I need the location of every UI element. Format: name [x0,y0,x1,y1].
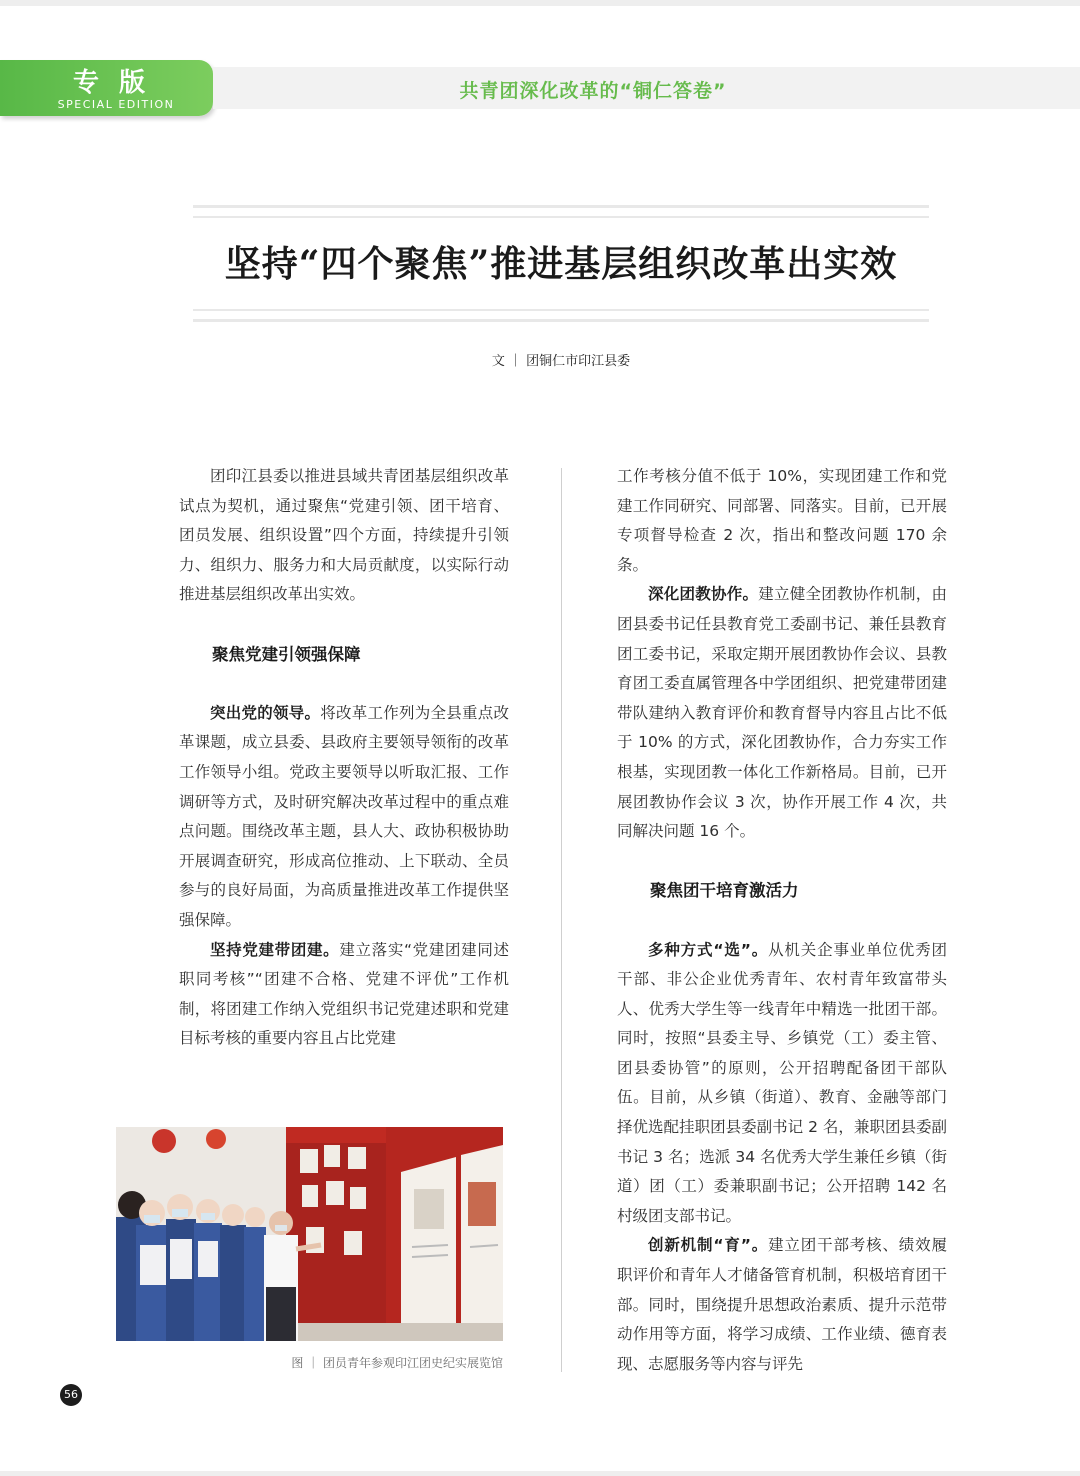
header-band [213,67,1080,109]
column-divider [561,468,562,1372]
paragraph: 工作考核分值不低于 10%，实现团建工作和党建工作同研究、同部署、同落实。目前，已开展专项督导检查 2 次，指出和整改问题 170 余条。 [617,467,947,574]
right-column [617,462,947,1379]
title-rule-top [193,205,929,218]
top-rule [0,0,1080,6]
paragraph-lead: 突出党的领导。 [210,703,321,722]
special-edition-tab [0,60,213,116]
paragraph-lead: 坚持党建带团建。 [210,940,340,959]
photo-caption: 图 ｜ 团员青年参观印江团史纪实展览馆 [291,1356,503,1370]
page-number: 56 [60,1384,82,1406]
exhibition-scene-illustration [116,1127,503,1341]
byline: 文 ｜ 团铜仁市印江县委 [491,354,631,369]
title-rule-bottom [193,309,929,322]
intro-paragraph: 团印江县委以推进县域共青团基层组织改革试点为契机，通过聚焦“党建引领、团干培育、团员发展、组织设置”四个方面，持续提升引领力、组织力、服务力和大局贡献度，以实际行动推进基层组织改革出实效。 [179,467,509,604]
paragraph-lead: 多种方式“选”。 [648,940,769,959]
bottom-rule [0,1471,1080,1476]
paragraph [617,1231,947,1379]
paragraph-text: 将改革工作列为全县重点改革课题，成立县委、县政府主要领导领衔的改革工作领导小组。党政主要领导以听取汇报、工作调研等方式，及时研究解决改革过程中的重点难点问题。围绕改革主题，县人大、政协积极协助开展调查研究，形成高位推动、上下联动、全员参与的良好局面，为高质量推进改革工作提供坚强保障。 [179,703,509,929]
article-title: 坚持“四个聚焦”推进基层组织改革出实效 [224,243,898,285]
tab-label-cn: 专版 [72,68,165,98]
section-heading: 聚焦团干培育激活力 [650,881,799,901]
paragraph-text: 建立团干部考核、绩效履职评价和青年人才储备管育机制，积极培育团干部。同时，围绕提升思想政治素质、提升示范带动作用等方面，将学习成绩、工作业绩、德育表现、志愿服务等内容与评先 [617,1236,947,1373]
paragraph [617,580,947,846]
section-title: 共青团深化改革的“铜仁答卷” [459,80,727,102]
paragraph [617,936,947,1232]
left-column [179,462,509,1054]
paragraph-text: 建立健全团教协作机制，由团县委书记任县教育党工委副书记、兼任县教育团工委书记，采取定期开展团教协作会议、县教育团工委直属管理各中学团组织、把党建带团建带队建纳入教育评价和教育督导内容且占比不低于 10% 的方式，深化团教协作，合力夯实工作根基，实现团教一体化工作新格局。目前，已开展团教协作会议 3 次，协作开展工作 4 次，共同解决问题 16 个。 [617,585,947,841]
paragraph [179,936,509,1054]
exhibition-photo [116,1127,503,1341]
paragraph-lead: 创新机制“育”。 [648,1236,769,1255]
paragraph-lead: 深化团教协作。 [648,585,759,604]
section-heading: 聚焦党建引领强保障 [212,644,361,664]
tab-label-en: SPECIAL EDITION [57,98,175,111]
paragraph [179,699,509,936]
paragraph-text: 建立落实“党建团建同述职同考核”“团建不合格、党建不评优”工作机制，将团建工作纳入党组织书记党建述职和党建目标考核的重要内容且占比党建 [179,940,509,1048]
paragraph-text: 从机关企事业单位优秀团干部、非公企业优秀青年、农村青年致富带头人、优秀大学生等一线青年中精选一批团干部。同时，按照“县委主导、乡镇党（工）委主管、团县委协管”的原则，公开招聘配备团干部队伍。目前，从乡镇（街道）、教育、金融等部门择优选配挂职团县委副书记 2 名，兼职团县委副书记 3 名；选派 34 名优秀大学生兼任乡镇（街道）团（工）委兼职副书记；公开招聘 142 名村级团支部书记。 [617,940,947,1225]
